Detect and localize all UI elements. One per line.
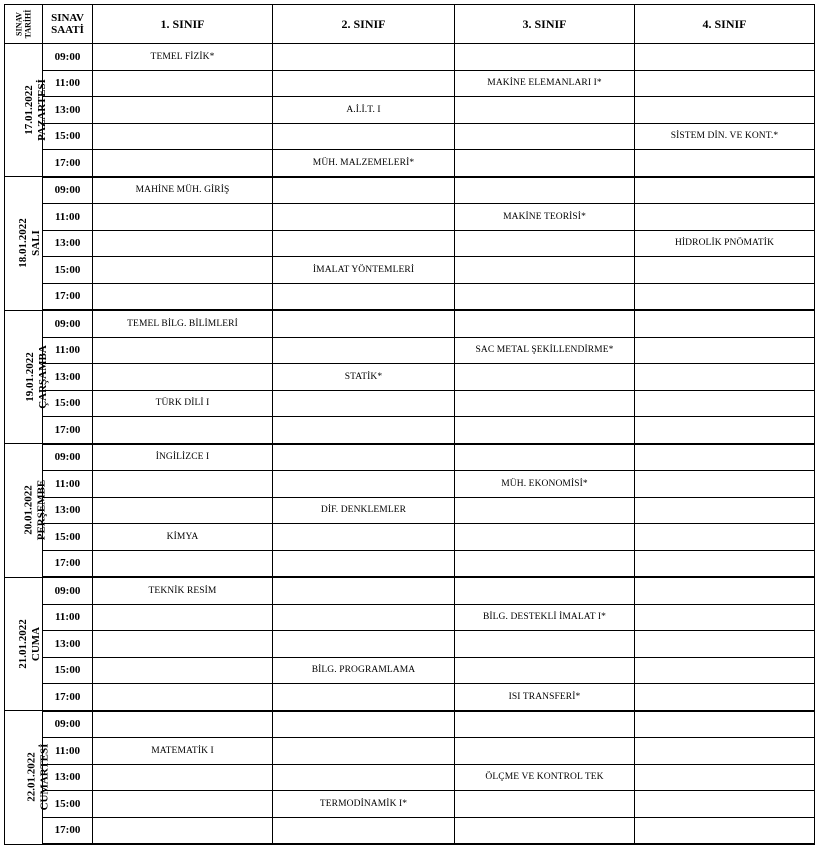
exam-cell-class-3: MÜH. EKONOMİSİ* <box>455 471 635 498</box>
exam-time-header: SINAV SAATİ <box>43 5 93 44</box>
time-slot: 11:00 <box>43 738 93 765</box>
exam-cell-class-4 <box>635 764 815 791</box>
schedule-row <box>5 44 815 71</box>
exam-cell-class-1 <box>93 684 273 711</box>
exam-cell-class-1: KİMYA <box>93 524 273 551</box>
exam-cell-class-2 <box>273 70 455 97</box>
exam-date-header-label: SINAV TARİHİ <box>14 9 33 39</box>
day-label <box>17 619 43 669</box>
exam-cell-class-4 <box>635 604 815 631</box>
exam-cell-class-4 <box>635 204 815 231</box>
exam-cell-class-4 <box>635 337 815 364</box>
exam-cell-class-3: MAKİNE TEORİSİ* <box>455 204 635 231</box>
exam-cell-class-1 <box>93 604 273 631</box>
time-slot: 11:00 <box>43 604 93 631</box>
exam-cell-class-2: TERMODİNAMİK I* <box>273 791 455 818</box>
exam-cell-class-2 <box>273 764 455 791</box>
header-row <box>5 5 815 44</box>
exam-cell-class-2: A.İ.İ.T. I <box>273 97 455 124</box>
exam-cell-class-1 <box>93 204 273 231</box>
time-slot: 13:00 <box>43 764 93 791</box>
exam-cell-class-3 <box>455 44 635 71</box>
time-slot: 15:00 <box>43 257 93 284</box>
exam-cell-class-3 <box>455 791 635 818</box>
exam-cell-class-2 <box>273 390 455 417</box>
exam-cell-class-2: BİLG. PROGRAMLAMA <box>273 657 455 684</box>
exam-cell-class-1: TEKNİK RESİM <box>93 577 273 604</box>
day-date: 18.01.2022 <box>16 218 29 268</box>
exam-cell-class-2 <box>273 123 455 150</box>
day-name: CUMARTESİ <box>38 743 51 811</box>
exam-cell-class-2 <box>273 711 455 738</box>
day-date-cell <box>5 177 43 311</box>
time-slot: 09:00 <box>43 444 93 471</box>
schedule-row <box>5 604 815 631</box>
exam-cell-class-3 <box>455 738 635 765</box>
time-slot: 11:00 <box>43 337 93 364</box>
exam-cell-class-4 <box>635 150 815 177</box>
schedule-row <box>5 471 815 498</box>
exam-cell-class-1 <box>93 471 273 498</box>
exam-cell-class-3 <box>455 257 635 284</box>
exam-cell-class-3 <box>455 711 635 738</box>
exam-cell-class-2 <box>273 44 455 71</box>
exam-cell-class-4 <box>635 711 815 738</box>
day-date: 17.01.2022 <box>22 85 35 135</box>
exam-cell-class-3 <box>455 310 635 337</box>
exam-cell-class-2 <box>273 417 455 444</box>
exam-cell-class-3: SAC METAL ŞEKİLLENDİRME* <box>455 337 635 364</box>
schedule-row <box>5 204 815 231</box>
exam-cell-class-3 <box>455 550 635 577</box>
exam-cell-class-2 <box>273 230 455 257</box>
exam-cell-class-3 <box>455 150 635 177</box>
day-date: 22.01.2022 <box>25 752 38 802</box>
exam-cell-class-1 <box>93 150 273 177</box>
exam-cell-class-2 <box>273 337 455 364</box>
schedule-row <box>5 550 815 577</box>
exam-date-header <box>5 5 43 44</box>
exam-cell-class-4 <box>635 310 815 337</box>
schedule-row <box>5 817 815 844</box>
time-slot: 11:00 <box>43 204 93 231</box>
exam-cell-class-2 <box>273 631 455 658</box>
exam-cell-class-1: TEMEL FİZİK* <box>93 44 273 71</box>
time-slot: 09:00 <box>43 577 93 604</box>
exam-cell-class-4 <box>635 471 815 498</box>
schedule-row <box>5 390 815 417</box>
day-date-cell <box>5 577 43 711</box>
day-date: 19.01.2022 <box>23 352 36 402</box>
time-slot: 17:00 <box>43 684 93 711</box>
exam-cell-class-1: TEMEL BİLG. BİLİMLERİ <box>93 310 273 337</box>
exam-cell-class-3 <box>455 417 635 444</box>
schedule-row <box>5 524 815 551</box>
schedule-row <box>5 310 815 337</box>
exam-cell-class-4 <box>635 791 815 818</box>
time-slot: 15:00 <box>43 123 93 150</box>
day-label <box>23 79 49 141</box>
exam-cell-class-4 <box>635 817 815 844</box>
exam-cell-class-3 <box>455 97 635 124</box>
exam-cell-class-1: TÜRK DİLİ I <box>93 390 273 417</box>
exam-cell-class-4 <box>635 550 815 577</box>
schedule-row <box>5 230 815 257</box>
class-1-header: 1. SINIF <box>93 5 273 44</box>
day-date-cell <box>5 444 48 578</box>
class-3-header: 3. SINIF <box>455 5 635 44</box>
exam-cell-class-2 <box>273 283 455 310</box>
exam-cell-class-1 <box>93 631 273 658</box>
schedule-row <box>5 791 815 818</box>
schedule-row <box>5 684 815 711</box>
exam-cell-class-4 <box>635 444 815 471</box>
schedule-row <box>5 150 815 177</box>
day-date: 20.01.2022 <box>22 485 35 536</box>
schedule-row <box>5 417 815 444</box>
exam-cell-class-1 <box>93 283 273 310</box>
exam-cell-class-2: DİF. DENKLEMLER <box>273 497 455 524</box>
exam-cell-class-4 <box>635 97 815 124</box>
exam-cell-class-3 <box>455 390 635 417</box>
exam-cell-class-1 <box>93 764 273 791</box>
time-slot: 09:00 <box>43 711 93 738</box>
day-name: CUMA <box>29 626 42 661</box>
exam-cell-class-3 <box>455 577 635 604</box>
schedule-row <box>5 257 815 284</box>
day-name: ÇARŞAMBA <box>36 344 49 409</box>
exam-cell-class-1 <box>93 817 273 844</box>
day-label <box>24 345 50 409</box>
exam-cell-class-2 <box>273 684 455 711</box>
time-slot: 09:00 <box>43 177 93 204</box>
exam-cell-class-1 <box>93 257 273 284</box>
exam-cell-class-1 <box>93 550 273 577</box>
schedule-row <box>5 497 815 524</box>
day-label <box>22 480 48 541</box>
exam-cell-class-3 <box>455 283 635 310</box>
time-slot: 17:00 <box>43 817 93 844</box>
exam-cell-class-4 <box>635 44 815 71</box>
schedule-row <box>5 577 815 604</box>
exam-cell-class-1 <box>93 497 273 524</box>
exam-cell-class-4 <box>635 417 815 444</box>
exam-cell-class-3 <box>455 631 635 658</box>
time-slot: 15:00 <box>43 524 93 551</box>
exam-cell-class-2 <box>273 177 455 204</box>
class-2-header: 2. SINIF <box>273 5 455 44</box>
exam-cell-class-1: MATEMATİK I <box>93 738 273 765</box>
exam-cell-class-1 <box>93 364 273 391</box>
time-slot: 09:00 <box>43 44 93 71</box>
exam-cell-class-3 <box>455 817 635 844</box>
exam-cell-class-4 <box>635 390 815 417</box>
exam-cell-class-2 <box>273 604 455 631</box>
time-slot: 13:00 <box>43 364 93 391</box>
schedule-row <box>5 711 815 738</box>
exam-cell-class-2 <box>273 444 455 471</box>
day-name: SALI <box>29 230 42 257</box>
time-slot: 17:00 <box>43 283 93 310</box>
exam-cell-class-3 <box>455 524 635 551</box>
day-name: PERŞEMBE <box>35 479 48 541</box>
schedule-row <box>5 738 815 765</box>
schedule-row <box>5 631 815 658</box>
exam-cell-class-2 <box>273 817 455 844</box>
exam-cell-class-4 <box>635 524 815 551</box>
exam-cell-class-3: MAKİNE ELEMANLARI I* <box>455 70 635 97</box>
time-slot: 17:00 <box>43 150 93 177</box>
exam-cell-class-2: İMALAT YÖNTEMLERİ <box>273 257 455 284</box>
time-slot: 15:00 <box>43 390 93 417</box>
time-slot: 11:00 <box>43 70 93 97</box>
exam-cell-class-1 <box>93 711 273 738</box>
exam-cell-class-1 <box>93 657 273 684</box>
day-label <box>25 744 51 811</box>
exam-cell-class-2 <box>273 471 455 498</box>
schedule-row <box>5 364 815 391</box>
exam-cell-class-4: SİSTEM DİN. VE KONT.* <box>635 123 815 150</box>
time-slot: 13:00 <box>43 97 93 124</box>
exam-cell-class-3 <box>455 657 635 684</box>
day-name: PAZARTESİ <box>35 79 48 141</box>
time-slot: 15:00 <box>43 791 93 818</box>
exam-cell-class-3 <box>455 230 635 257</box>
exam-cell-class-1: MAHİNE MÜH. GİRİŞ <box>93 177 273 204</box>
exam-cell-class-2 <box>273 204 455 231</box>
exam-cell-class-4 <box>635 497 815 524</box>
day-date: 21.01.2022 <box>16 619 29 669</box>
day-date-cell <box>5 310 49 444</box>
exam-cell-class-4 <box>635 631 815 658</box>
time-slot: 15:00 <box>43 657 93 684</box>
exam-cell-class-2 <box>273 524 455 551</box>
schedule-body <box>5 44 815 845</box>
exam-cell-class-3 <box>455 177 635 204</box>
exam-cell-class-1 <box>93 337 273 364</box>
time-slot: 17:00 <box>43 417 93 444</box>
time-slot: 09:00 <box>43 310 93 337</box>
day-label <box>17 219 43 269</box>
exam-cell-class-1 <box>93 97 273 124</box>
day-date-cell <box>5 44 48 177</box>
day-date-cell <box>5 711 51 845</box>
exam-cell-class-2 <box>273 550 455 577</box>
exam-cell-class-4 <box>635 577 815 604</box>
time-slot: 17:00 <box>43 550 93 577</box>
schedule-row <box>5 283 815 310</box>
exam-cell-class-2 <box>273 310 455 337</box>
exam-cell-class-4 <box>635 283 815 310</box>
exam-cell-class-4 <box>635 177 815 204</box>
exam-cell-class-2: MÜH. MALZEMELERİ* <box>273 150 455 177</box>
exam-cell-class-4 <box>635 257 815 284</box>
class-4-header: 4. SINIF <box>635 5 815 44</box>
exam-cell-class-3 <box>455 444 635 471</box>
exam-cell-class-4 <box>635 738 815 765</box>
schedule-row <box>5 70 815 97</box>
exam-cell-class-1: İNGİLİZCE I <box>93 444 273 471</box>
schedule-row <box>5 177 815 204</box>
exam-cell-class-4 <box>635 684 815 711</box>
time-slot: 13:00 <box>43 230 93 257</box>
exam-cell-class-2 <box>273 738 455 765</box>
exam-cell-class-4 <box>635 70 815 97</box>
exam-cell-class-4: HİDROLİK PNÖMATİK <box>635 230 815 257</box>
time-slot: 13:00 <box>43 631 93 658</box>
exam-cell-class-2: STATİK* <box>273 364 455 391</box>
schedule-row <box>5 97 815 124</box>
exam-cell-class-4 <box>635 364 815 391</box>
exam-cell-class-3: ÖLÇME VE KONTROL TEK <box>455 764 635 791</box>
time-slot: 11:00 <box>43 471 93 498</box>
exam-cell-class-1 <box>93 791 273 818</box>
schedule-row <box>5 444 815 471</box>
exam-cell-class-4 <box>635 657 815 684</box>
exam-cell-class-3 <box>455 123 635 150</box>
exam-cell-class-2 <box>273 577 455 604</box>
schedule-row <box>5 764 815 791</box>
exam-cell-class-3: BİLG. DESTEKLİ İMALAT I* <box>455 604 635 631</box>
exam-cell-class-3 <box>455 497 635 524</box>
schedule-row <box>5 337 815 364</box>
exam-cell-class-3: ISI TRANSFERİ* <box>455 684 635 711</box>
exam-schedule-table <box>4 4 815 845</box>
exam-cell-class-3 <box>455 364 635 391</box>
exam-cell-class-1 <box>93 417 273 444</box>
time-slot: 13:00 <box>43 497 93 524</box>
exam-cell-class-1 <box>93 230 273 257</box>
exam-cell-class-1 <box>93 123 273 150</box>
exam-cell-class-1 <box>93 70 273 97</box>
schedule-row <box>5 657 815 684</box>
schedule-row <box>5 123 815 150</box>
